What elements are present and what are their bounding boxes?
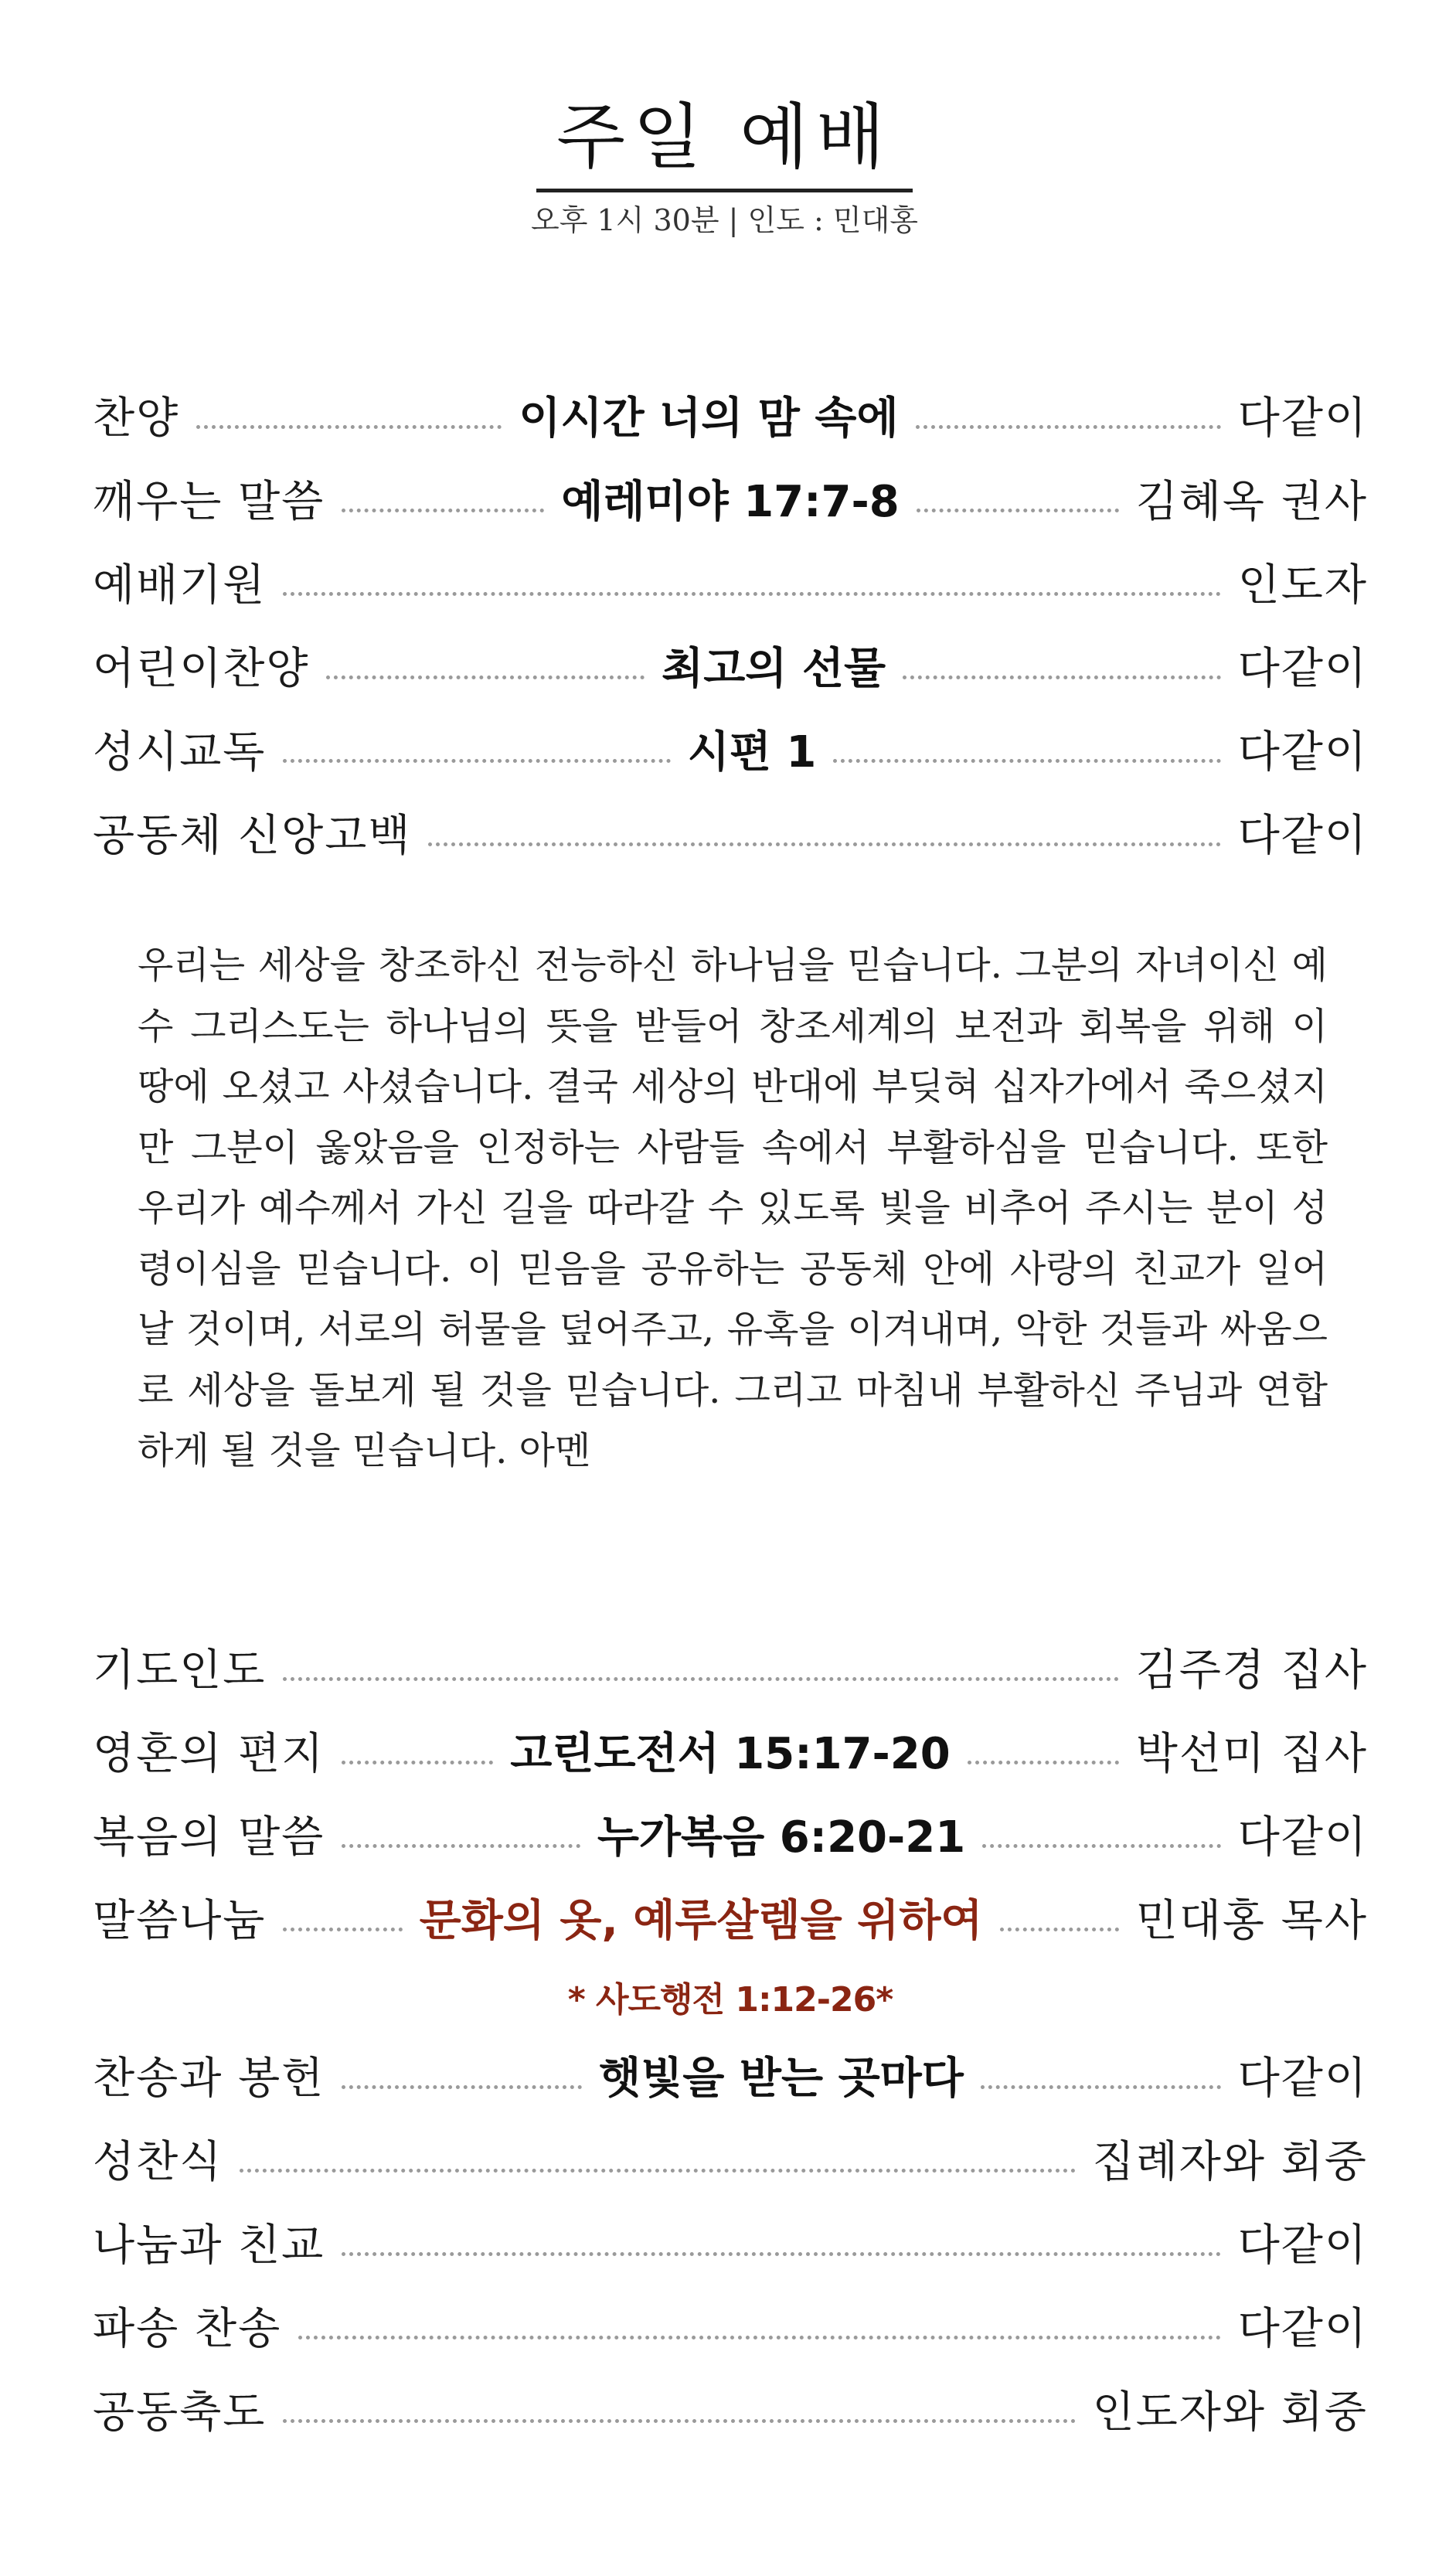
dot-leader <box>342 2085 582 2089</box>
order-item-title: 예레미야 17:7-8 <box>561 477 900 527</box>
order-participant: 민대홍 목사 <box>1135 1896 1368 1946</box>
order-participant: 다같이 <box>1237 727 1368 778</box>
dot-leader <box>917 509 1119 512</box>
dot-leader <box>283 592 1220 596</box>
dot-leader <box>283 2419 1075 2423</box>
service-time-leader: 오후 1시 30분 | 인도 : 민대홍 <box>531 203 918 237</box>
order-participant: 집례자와 회중 <box>1092 2137 1368 2187</box>
order-row-praise <box>93 377 1368 461</box>
dot-leader <box>903 675 1221 679</box>
dot-leader <box>240 2169 1075 2173</box>
order-item-title: 최고의 선물 <box>662 644 886 694</box>
dot-leader <box>283 759 670 763</box>
order-role: 나눔과 친교 <box>93 2220 325 2271</box>
order-role: 찬송과 봉헌 <box>93 2054 325 2104</box>
dot-leader <box>298 2336 1221 2339</box>
order-role: 성찬식 <box>93 2137 223 2187</box>
order-of-worship-part1 <box>93 377 1368 878</box>
order-role: 찬양 <box>93 393 180 444</box>
order-participant: 다같이 <box>1237 2304 1368 2354</box>
order-role: 말씀나눔 <box>93 1896 267 1946</box>
bulletin-header <box>0 91 1449 242</box>
dot-leader <box>283 1677 1118 1681</box>
order-row-creed <box>93 795 1368 878</box>
order-participant: 인도자와 회중 <box>1092 2387 1368 2438</box>
order-row-sending-hymn <box>93 2288 1368 2371</box>
dot-leader <box>833 759 1220 763</box>
order-role: 복음의 말씀 <box>93 1812 325 1863</box>
order-participant: 김주경 집사 <box>1135 1645 1368 1696</box>
order-item-title: 이시간 너의 맘 속에 <box>519 393 899 444</box>
order-row-invocation <box>93 544 1368 628</box>
order-row-children-praise <box>93 628 1368 711</box>
dot-leader <box>326 675 645 679</box>
order-row-sermon <box>93 1880 1368 1963</box>
order-participant: 다같이 <box>1237 1812 1369 1863</box>
dot-leader <box>196 425 502 429</box>
service-title: 주일 예배 <box>536 91 913 192</box>
dot-leader <box>981 2085 1221 2089</box>
order-item-title: 고린도전서 15:17-20 <box>510 1729 951 1779</box>
order-row-awakening-word <box>93 461 1368 544</box>
dot-leader <box>342 2252 1220 2256</box>
dot-leader <box>283 1928 402 1931</box>
creed-text: 우리는 세상을 창조하신 전능하신 하나님을 믿습니다. 그분의 자녀이신 예수 그리스도는 하나님의 뜻을 받들어 창조세계의 보전과 회복을 위해 이 땅에 오셨고 사셨습니다. 결국 세상의 반대에 부딪혀 십자가에서 죽으셨지만 그분이 옳았음을 인정하는 사람들 속에서 부활하심을 믿습니다. 또한 우리가 예수께서 가신 길을 따라갈 수 있도록 빛을 비추어 주시는 분이 성령이심을 믿습니다. 이 믿음을 공유하는 공동체 안에 사랑의 친교가 일어날 것이며, 서로의 허물을 덮어주고, 유혹을 이겨내며, 악한 것들과 싸움으로 세상을 돌보게 될 것을 믿습니다. 그리고 마침내 부활하신 주님과 연합하게 될 것을 믿습니다. 아멘 <box>138 944 1328 1472</box>
order-participant: 박선미 집사 <box>1135 1729 1368 1779</box>
order-row-hymn-offering <box>93 2037 1368 2121</box>
order-role: 예배기원 <box>93 560 267 611</box>
order-row-benediction <box>93 2371 1368 2455</box>
dot-leader <box>342 509 544 512</box>
order-role: 어린이찬양 <box>93 644 310 694</box>
dot-leader <box>428 842 1220 846</box>
dot-leader <box>342 1844 580 1848</box>
order-role: 공동체 신앙고백 <box>93 811 412 861</box>
order-row-communion <box>93 2121 1368 2204</box>
order-row-gospel <box>93 1796 1368 1880</box>
order-participant: 인도자 <box>1237 560 1368 611</box>
order-row-fellowship <box>93 2204 1368 2288</box>
order-role: 성시교독 <box>93 727 267 778</box>
dot-leader <box>342 1761 493 1764</box>
order-item-title: 누가복음 6:20-21 <box>597 1812 966 1863</box>
order-role: 깨우는 말씀 <box>93 477 325 527</box>
order-row-epistle <box>93 1713 1368 1796</box>
dot-leader <box>968 1761 1119 1764</box>
dot-leader <box>1000 1928 1119 1931</box>
sermon-scripture: * 사도행전 1:12-26* <box>567 1980 893 2020</box>
order-role: 파송 찬송 <box>93 2304 282 2354</box>
order-row-responsive-reading <box>93 711 1368 795</box>
order-participant: 다같이 <box>1237 2054 1368 2104</box>
sermon-title: 문화의 옷, 예루살렘을 위하여 <box>419 1896 983 1946</box>
order-participant: 다같이 <box>1237 2220 1368 2271</box>
order-role: 기도인도 <box>93 1645 267 1696</box>
dot-leader <box>982 1844 1221 1848</box>
order-role: 공동축도 <box>93 2387 267 2438</box>
order-item-title: 햇빛을 받는 곳마다 <box>599 2054 964 2104</box>
order-role: 영혼의 편지 <box>93 1729 325 1779</box>
order-participant: 김혜옥 권사 <box>1135 477 1369 527</box>
order-item-title: 시편 1 <box>687 727 817 778</box>
order-row-prayer <box>93 1629 1368 1713</box>
order-participant: 다같이 <box>1237 393 1369 444</box>
dot-leader <box>916 425 1221 429</box>
order-of-worship-part2 <box>93 1629 1368 2455</box>
sermon-scripture-row <box>93 1963 1368 2037</box>
order-participant: 다같이 <box>1237 644 1369 694</box>
order-participant: 다같이 <box>1237 811 1368 861</box>
